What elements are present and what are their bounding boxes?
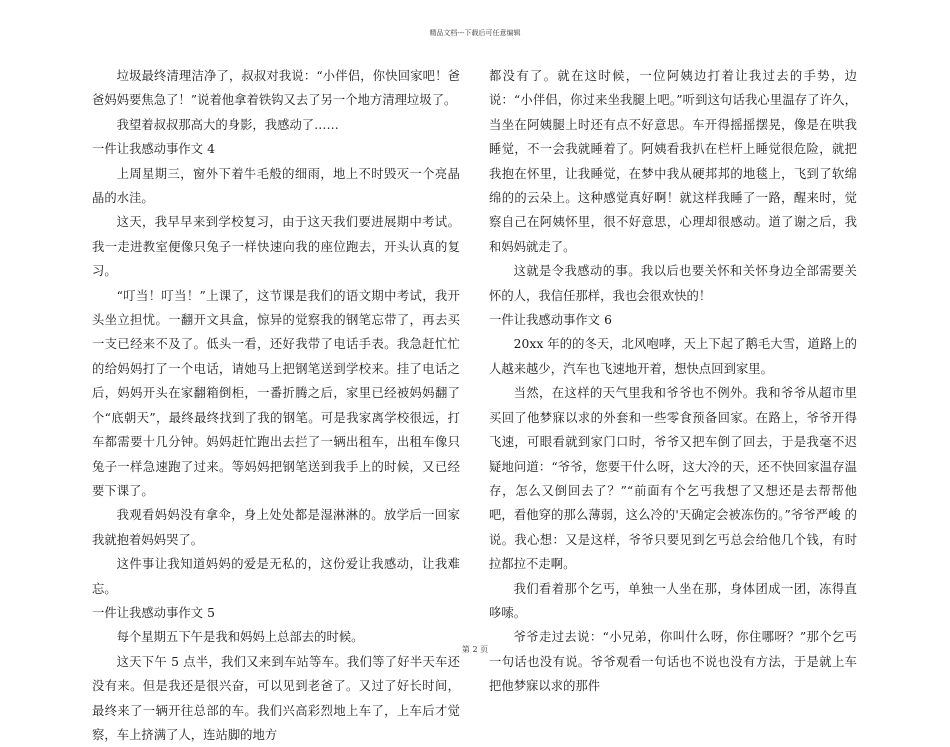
paragraph: 当然，在这样的天气里我和爷爷也不例外。我和爷爷从超市里买回了他梦寐以求的外套和一些零食预备回家。在路上，爷爷开得飞速，可眼看就到家门口时，爷爷又把车倒了回去，于是我毫不迟疑地问道：“爷爷，您要干什么呀，这大冷的天，还不快回家温存温存，怎么又倒回去了？”“前面有个乞丐我想了又想还是去帮帮他吧，看他穿的那么薄弱，这么冷的'天确定会被冻伤的。”爷爷严峻 的说。我心想：又是这样，爷爷只要见到乞丐总会给他几个钱，有时拉都拉不走啊。 — [489, 386, 857, 572]
right-column — [489, 64, 857, 699]
paragraph: 这天，我早早来到学校复习，由于这天我们要进展期中考试。我一走进教室便像只兔子一样快速向我的座位跑去，开头认真的复习。 — [92, 215, 460, 279]
paragraph: 我们看着那个乞丐，单独一人坐在那，身体团成一团，冻得直哆嗦。 — [489, 581, 857, 620]
paragraph: 我望着叔叔那高大的身影，我感动了…… — [116, 117, 339, 132]
paragraph: 这就是令我感动的事。我以后也要关怀和关怀身边全部需要关怀的人，我信任那样，我也会很欢快的！ — [489, 264, 857, 303]
paragraph: “叮当！叮当！”上课了，这节课是我们的语文期中考试，我开头坐立担忧。一翻开文具盒，惊异的觉察我的钢笔忘带了，再去买一支已经来不及了。低头一看，还好我带了电话手表。我急赶忙忙的给妈妈打了一个电话，请她马上把钢笔送到学校来。挂了电话之后，妈妈开头在家翻箱倒柜，一番折腾之后，家里已经被妈妈翻了个“底朝天”，最终最终找到了我的钢笔。可是我家离学校很远，打车都需要十几分钟。妈妈赶忙跑出去拦了一辆出租车，出租车像只兔子一样急速跑了过来。等妈妈把钢笔送到我手上的时候，又已经要下课了。 — [92, 288, 460, 498]
paragraph-continued: 都没有了。就在这时候，一位阿姨边打着让我过去的手势，边说：“小伴侣，你过来坐我腿上吧。”听到这句话我心里温存了许久，当坐在阿姨腿上时还有点不好意思。车开得摇摇摆晃，像是在哄我睡觉，不一会我就睡着了。阿姨看我扒在栏杆上睡觉很危险，就把我抱在怀里，让我睡觉，在梦中我从硬邦邦的地毯上，飞到了软绵绵的的云朵上。这种感觉真好啊！就这样我睡了一路，醒来时，觉察自己在阿姨怀里，很不好意思，心理却很感动。道了谢之后，我和妈妈就走了。 — [489, 69, 857, 254]
page-header: 精品文档---下载后可任意编辑 — [429, 29, 521, 37]
page-number: 第 2 页 — [461, 645, 489, 654]
paragraph: 上周星期三，窗外下着牛毛般的细雨，地上不时毁灭一个亮晶晶的水洼。 — [92, 166, 460, 206]
essay-heading: 一件让我感动事作文 5 — [92, 605, 215, 620]
paragraph: 这天下午 5 点半，我们又来到车站等车。我们等了好半天车还没有来。但是我还是很兴奋，可以见到老爸了。又过了好长时间，最终来了一辆开往总部的车。我们兴高彩烈地上车了，上车后才觉察，车上挤满了人，连站脚的地方 — [92, 654, 460, 742]
paragraph: 这件事让我知道妈妈的爱是无私的，这份爱让我感动，让我难忘。 — [92, 557, 460, 596]
paragraph: 爷爷走过去说：“小兄弟，你叫什么呀，你住哪呀？”那个乞丐一句话也没有说。爷爷观看一句话也不说也没有方法，于是就上车把他梦寐以求的那件 — [489, 630, 857, 694]
essay-heading: 一件让我感动事作文 4 — [92, 142, 215, 157]
paragraph: 20xx 年的的冬天，北风咆哮，天上下起了鹅毛大雪，道路上的人越来越少，汽车也飞速地开着，想快点回到家里。 — [489, 337, 857, 376]
essay-heading: 一件让我感动事作文 6 — [489, 313, 612, 328]
paragraph: 我观看妈妈没有拿伞，身上处处都是湿淋淋的。放学后一回家我就抱着妈妈哭了。 — [92, 508, 460, 547]
paragraph: 每个星期五下午是我和妈妈上总部去的时候。 — [116, 630, 364, 645]
paragraph: 垃圾最终清理洁净了，叔叔对我说：“小伴侣，你快回家吧！爸爸妈妈要焦急了！”说着他拿着铁钩又去了另一个地方清理垃圾了。 — [92, 69, 460, 108]
